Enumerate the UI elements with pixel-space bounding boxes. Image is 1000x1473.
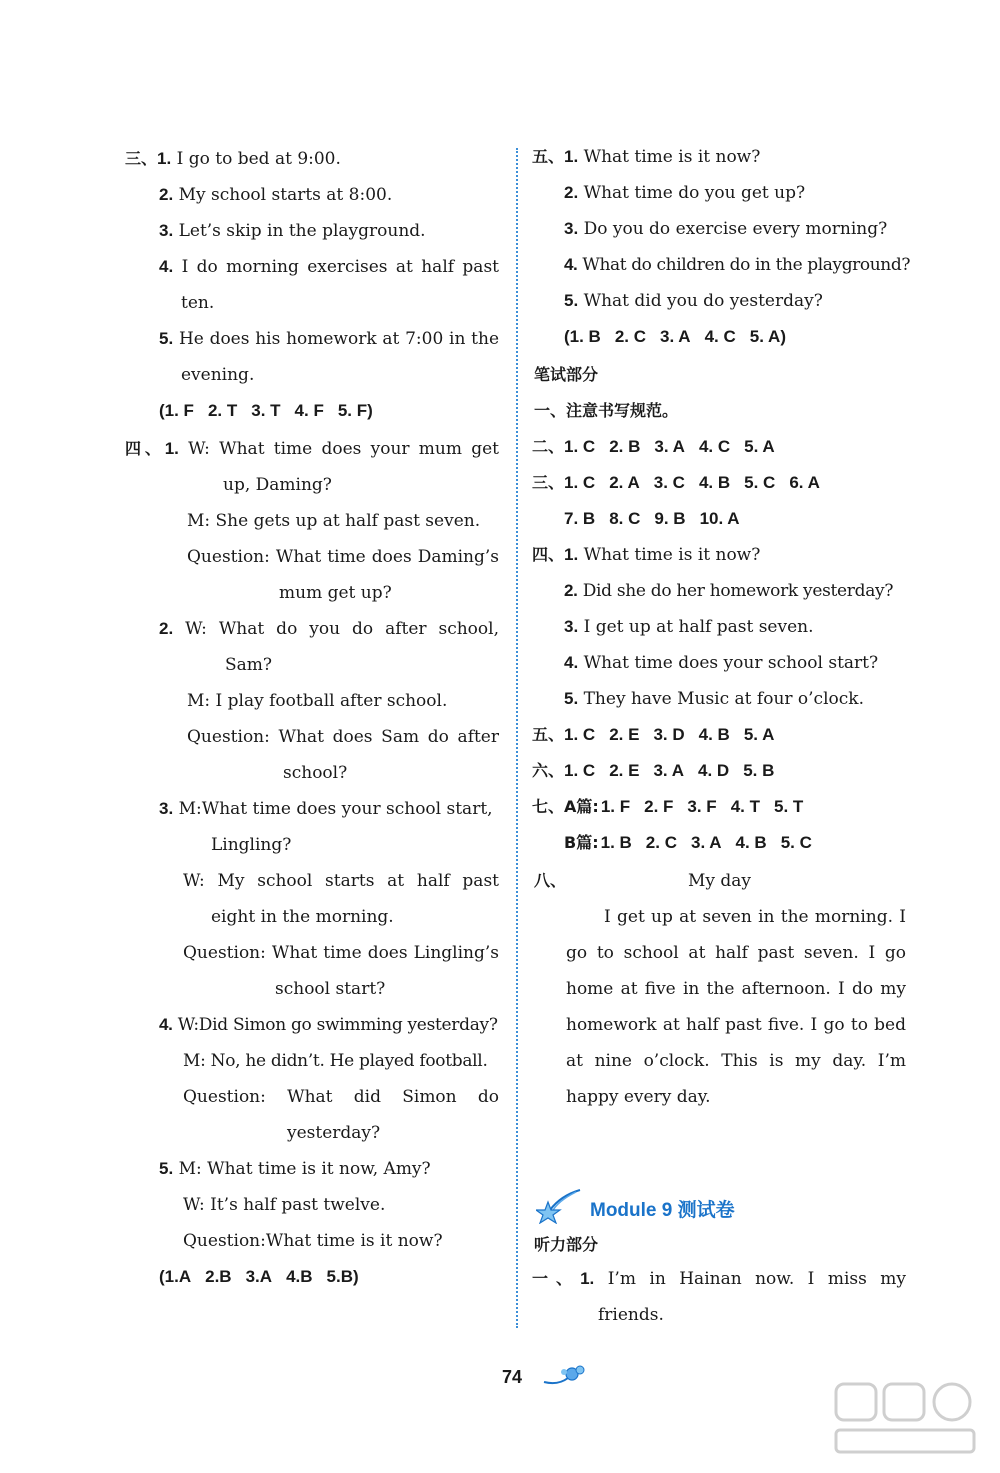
s4-q4-b: M: No, he didn’t. He played football. <box>183 1051 488 1071</box>
s4-q2-q: Question: What does Sam do after <box>187 727 499 747</box>
s5-q4: 4. What do children do in the playground? <box>564 255 911 275</box>
w4-q3: 3. I get up at half past seven. <box>564 617 814 637</box>
s5-q3: 3. Do you do exercise every morning? <box>564 219 888 239</box>
w3b: 7. B 8. C 9. B 10. A <box>564 509 740 528</box>
page-number: 74 <box>502 1367 523 1387</box>
s5-answers: (1. B 2. C 3. A 4. C 5. A) <box>564 327 786 346</box>
s4-q3-b2: eight in the morning. <box>211 907 394 927</box>
s4-q1-b: M: She gets up at half past seven. <box>187 511 481 531</box>
flower-ornament-icon <box>542 1364 586 1393</box>
module-heading <box>536 1188 735 1228</box>
s5-q5: 5. What did you do yesterday? <box>564 291 823 311</box>
essay-line-6: happy every day. <box>566 1087 711 1107</box>
s3-q4: 4. I do morning exercises at half past <box>159 257 499 277</box>
essay-line-3: home at five in the afternoon. I do my <box>566 979 906 999</box>
essay-line-4: homework at half past five. I go to bed <box>566 1015 906 1035</box>
essay-line-2: go to school at half past seven. I go <box>566 943 906 963</box>
s4-q1-q2: mum get up? <box>279 583 392 603</box>
w4-q2: 2. Did she do her homework yesterday? <box>564 581 894 601</box>
s5-q2: 2. What time do you get up? <box>564 183 806 203</box>
w7b: B篇: 1. B 2. C 3. A 4. B 5. C <box>564 833 812 852</box>
w8-label: 八、 <box>534 871 567 890</box>
essay-line-5: at nine o’clock. This is my day. I’m <box>566 1051 906 1071</box>
s3-q3: 3. Let’s skip in the playground. <box>159 221 426 241</box>
w7a: 七、A篇: 1. F 2. F 3. F 4. T 5. T <box>532 797 804 816</box>
written-heading: 笔试部分 <box>534 365 599 384</box>
s4-q1-a: 四、1. W: What time does your mum get <box>125 439 500 459</box>
watermark-logo <box>830 1380 980 1465</box>
s4-q4-q: Question: What did Simon do <box>183 1087 499 1107</box>
s4-q2-q2: school? <box>283 763 348 783</box>
s4-q2-b: M: I play football after school. <box>187 691 448 711</box>
w4-q4: 4. What time does your school start? <box>564 653 879 673</box>
s3-q5: 5. He does his homework at 7:00 in the <box>159 329 500 349</box>
module-title: Module 9 测试卷 <box>590 1199 735 1221</box>
m1-q1: 一、1. I’m in Hainan now. I miss my <box>532 1269 906 1289</box>
s3-q4-cont: ten. <box>181 293 215 313</box>
essay-line-1: I get up at seven in the morning. I <box>604 907 906 927</box>
s4-answers: (1.A 2.B 3.A 4.B 5.B) <box>159 1267 359 1286</box>
s4-q3-q2: school start? <box>275 979 386 999</box>
s4-q3-a2: Lingling? <box>211 835 292 855</box>
s4-q5-b: W: It’s half past twelve. <box>183 1195 386 1215</box>
w2: 二、1. C 2. B 3. A 4. C 5. A <box>532 437 775 456</box>
w3a: 三、1. C 2. A 3. C 4. B 5. C 6. A <box>532 473 820 492</box>
s3-q5-cont: evening. <box>181 365 255 385</box>
s4-q5-q: Question:What time is it now? <box>183 1231 443 1251</box>
s5-q1: 五、1. What time is it now? <box>532 147 761 167</box>
w6: 六、1. C 2. E 3. A 4. D 5. B <box>532 761 775 780</box>
s4-q5-a: 5. M: What time is it now, Amy? <box>159 1159 431 1179</box>
s4-q3-q: Question: What time does Lingling’s <box>183 943 499 963</box>
s4-q1-a2: up, Daming? <box>223 475 332 495</box>
w1: 一、注意书写规范。 <box>534 401 679 420</box>
column-divider <box>516 148 518 1328</box>
w5: 五、1. C 2. E 3. D 4. B 5. A <box>532 725 775 744</box>
s3-q2: 2. My school starts at 8:00. <box>159 185 393 205</box>
s4-q4-q2: yesterday? <box>287 1123 381 1143</box>
s3-answers: (1. F 2. T 3. T 4. F 5. F) <box>159 401 373 420</box>
s4-q3-a: 3. M:What time does your school start, <box>159 799 493 819</box>
m1-q1-cont: friends. <box>598 1305 664 1325</box>
shooting-star-icon <box>536 1188 582 1229</box>
s4-q1-q: Question: What time does Daming’s <box>187 547 499 567</box>
s4-q2-a2: Sam? <box>225 655 273 675</box>
w4-q5: 5. They have Music at four o’clock. <box>564 689 864 709</box>
s4-q2-a: 2. W: What do you do after school, <box>159 619 499 639</box>
s4-q3-b: W: My school starts at half past <box>183 871 499 891</box>
s4-q4-a: 4. W:Did Simon go swimming yesterday? <box>159 1015 498 1035</box>
w4-q1: 四、1. What time is it now? <box>532 545 761 565</box>
s3-q1: 三、1. I go to bed at 9:00. <box>125 149 341 169</box>
listening-heading: 听力部分 <box>534 1235 599 1254</box>
essay-title: My day <box>688 871 752 891</box>
